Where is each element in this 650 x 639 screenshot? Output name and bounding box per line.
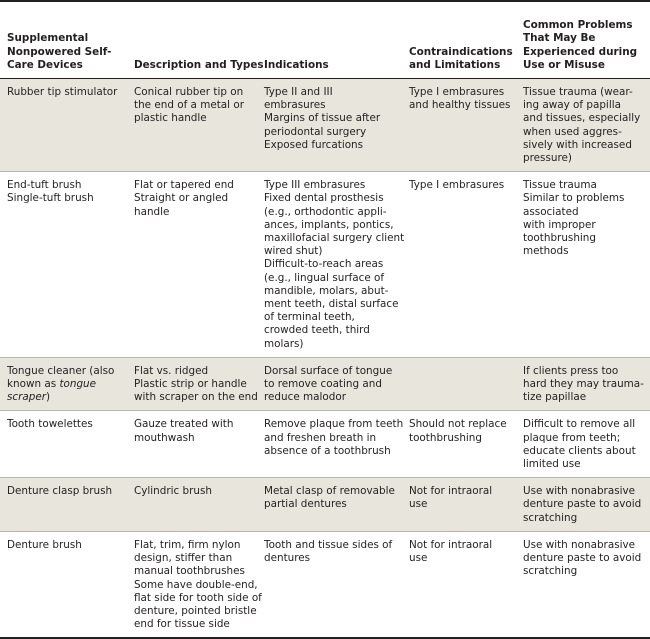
cell-line: Not for intraoral	[409, 485, 493, 498]
cell-line: use	[409, 498, 428, 511]
header-common-problems	[516, 1, 650, 79]
cell-line: limited use	[523, 458, 581, 471]
device-cell	[0, 478, 127, 532]
cell-line: Margins of tissue after	[264, 112, 381, 125]
cell-line: sively with increased	[523, 138, 632, 151]
cell-line: Remove plaque from teeth	[264, 418, 404, 431]
cell-line: scratching	[523, 565, 578, 578]
cell-line: plastic handle	[134, 112, 207, 125]
table-row	[0, 478, 650, 532]
cell-line: Similar to problems	[523, 192, 625, 205]
cell-line: Single-tuft brush	[7, 192, 94, 205]
cell-line: (e.g., orthodontic appli-	[264, 205, 387, 218]
header-line: Nonpowered Self-	[7, 45, 112, 58]
cell-line: crowded teeth, third	[264, 324, 370, 337]
cell-line: plaque from teeth;	[523, 431, 621, 444]
header-line: and Limitations	[409, 58, 501, 71]
device-cell	[0, 531, 127, 638]
cell-line: end for tissue side	[134, 618, 230, 631]
cell-line: to remove coating and	[264, 378, 382, 391]
cell-line: tize papillae	[523, 391, 587, 404]
cell-line: flat side for tooth side of	[134, 591, 262, 604]
cell-line: Denture clasp brush	[7, 485, 113, 498]
cell-line: toothbrushing	[523, 232, 596, 245]
cell-line: absence of a toothbrush	[264, 444, 391, 457]
cell-line: Flat, trim, firm nylon	[134, 538, 241, 551]
cell-line: scratching	[523, 511, 578, 524]
cell-line: handle	[134, 205, 170, 218]
indications-cell	[257, 531, 402, 638]
description-cell	[127, 79, 257, 172]
cell-line: periodontal surgery	[264, 125, 367, 138]
header-line: Description and Types	[134, 58, 264, 71]
cell-line: and freshen breath in	[264, 431, 377, 444]
cell-line: pressure)	[523, 152, 572, 165]
cell-line: with improper	[523, 218, 596, 231]
cell-line: Tooth towelettes	[7, 418, 93, 431]
contraindications-cell	[402, 172, 516, 358]
cell-line: Denture brush	[7, 538, 82, 551]
cell-line: the end of a metal or	[134, 99, 244, 112]
cell-line: Straight or angled	[134, 192, 229, 205]
cell-line: Use with nonabrasive	[523, 538, 636, 551]
cell-line: Metal clasp of removable	[264, 485, 395, 498]
cell-line: ances, implants, pontics,	[264, 218, 394, 231]
cell-line: Plastic strip or handle	[134, 378, 247, 391]
contraindications-cell	[402, 411, 516, 478]
cell-line: design, stiffer than	[134, 552, 233, 565]
header-line: Use or Misuse	[523, 58, 605, 71]
cell-line: Should not replace	[409, 418, 507, 431]
cell-line: ing away of papilla	[523, 99, 621, 112]
description-cell	[127, 357, 257, 411]
cell-line: Tissue trauma	[523, 179, 597, 192]
indications-cell	[257, 478, 402, 532]
cell-line: and healthy tissues	[409, 99, 511, 112]
indications-cell	[257, 411, 402, 478]
cell-line: partial dentures	[264, 498, 347, 511]
cell-line: with scraper on the end	[134, 391, 258, 404]
cell-line: Use with nonabrasive	[523, 485, 636, 498]
indications-cell	[257, 79, 402, 172]
description-cell	[127, 478, 257, 532]
description-cell	[127, 411, 257, 478]
cell-line: Tissue trauma (wear-	[523, 86, 633, 98]
problems-cell	[516, 79, 650, 172]
header-line: Contraindications	[409, 45, 513, 58]
header-description	[127, 1, 264, 79]
cell-line: Fixed dental prosthesis	[264, 192, 384, 205]
indications-cell	[257, 172, 405, 358]
device-cell	[0, 411, 127, 478]
cell-line: wired shut)	[264, 245, 323, 258]
cell-line: Not for intraoral	[409, 538, 493, 551]
cell-line: embrasures	[264, 99, 326, 112]
cell-line: Difficult-to-reach areas	[264, 258, 384, 271]
cell-line: Conical rubber tip on	[134, 86, 244, 98]
table-row	[0, 172, 650, 358]
cell-line: ment teeth, distal surface	[264, 298, 399, 311]
cell-line: If clients press too	[523, 364, 619, 377]
italic-term: scraper	[7, 391, 47, 404]
table-row	[0, 357, 650, 411]
header-line: Common Problems	[523, 19, 633, 32]
cell-line: methods	[523, 245, 569, 258]
cell-line: reduce malodor	[264, 391, 346, 404]
device-cell	[0, 79, 127, 172]
header-devices	[0, 1, 127, 79]
problems-cell	[516, 172, 650, 358]
cell-line: and tissues, especially	[523, 112, 641, 125]
cell-line: Some have double-end,	[134, 578, 258, 591]
contraindications-cell	[402, 531, 516, 638]
cell-line: maxillofacial surgery client	[264, 232, 405, 245]
cell-line: toothbrushing	[409, 431, 482, 444]
problems-cell	[516, 531, 650, 638]
cell-line: Flat vs. ridged	[134, 364, 209, 377]
cell-line: (e.g., lingual surface of	[264, 271, 385, 284]
cell-line: Rubber tip stimulator	[7, 86, 118, 98]
table-body	[0, 79, 650, 639]
cell-line: Cylindric brush	[134, 485, 212, 498]
device-cell	[0, 172, 127, 358]
description-cell	[127, 172, 257, 358]
cell-line: Type III embrasures	[264, 179, 366, 192]
cell-line: denture paste to avoid	[523, 552, 642, 565]
header-indications	[257, 1, 402, 79]
cell-line: Type I embrasures	[409, 179, 505, 192]
cell-line: molars)	[264, 337, 304, 350]
cell-line: Type I embrasures	[409, 86, 505, 98]
cell-line: when used aggres-	[523, 125, 622, 138]
header-line: Care Devices	[7, 58, 83, 71]
cell-line: Dorsal surface of tongue	[264, 364, 393, 377]
description-cell	[127, 531, 262, 638]
cell-line: of terminal teeth,	[264, 311, 355, 324]
cell-line: dentures	[264, 552, 311, 565]
cell-line: Gauze treated with	[134, 418, 234, 431]
cell-line: use	[409, 552, 428, 565]
table-row	[0, 531, 650, 638]
cell-line: hard they may trauma-	[523, 378, 644, 391]
cell-line: Type II and III	[264, 86, 333, 98]
header-line: Experienced during	[523, 45, 638, 58]
header-line: Indications	[264, 58, 329, 71]
cell-line: denture, pointed bristle	[134, 604, 257, 617]
contraindications-cell	[402, 79, 516, 172]
cell-line: mouthwash	[134, 431, 195, 444]
cell-line: scraper)	[7, 391, 51, 404]
cell-line: End-tuft brush	[7, 179, 82, 192]
cell-line: associated	[523, 205, 579, 218]
table-row	[0, 79, 650, 172]
cell-line: mandible, molars, abut-	[264, 284, 389, 297]
cell-line: Tongue cleaner (also	[7, 364, 115, 377]
indications-cell	[257, 357, 402, 411]
cell-line: known as tongue	[7, 378, 97, 391]
contraindications-cell	[402, 478, 516, 532]
problems-cell	[516, 357, 650, 411]
header-contraindications	[402, 1, 516, 79]
cell-line: Tooth and tissue sides of	[264, 538, 393, 551]
device-cell	[0, 357, 127, 411]
cell-line: Difficult to remove all	[523, 418, 636, 431]
italic-term: tongue	[59, 378, 97, 391]
header-line: That May Be	[523, 32, 596, 45]
table-header-row	[0, 1, 650, 79]
cell-line: manual toothbrushes	[134, 565, 245, 578]
header-line: Supplemental	[7, 32, 89, 45]
cell-line: educate clients about	[523, 444, 636, 457]
cell-line: Exposed furcations	[264, 138, 364, 151]
problems-cell	[516, 478, 650, 532]
contraindications-cell	[402, 357, 516, 411]
cell-line: Flat or tapered end	[134, 179, 234, 192]
problems-cell	[516, 411, 650, 478]
cell-line: denture paste to avoid	[523, 498, 642, 511]
table-row	[0, 411, 650, 478]
